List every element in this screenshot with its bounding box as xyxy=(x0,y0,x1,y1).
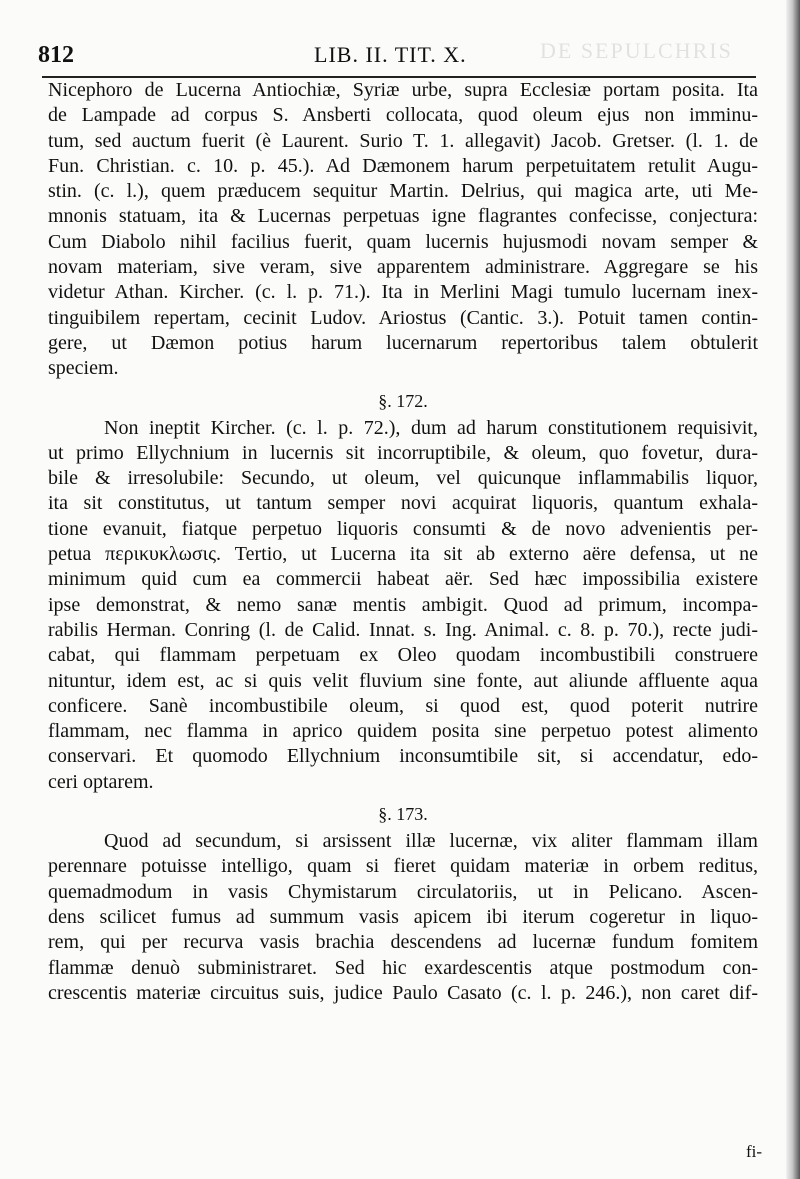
text-line: rabilis Herman. Conring (l. de Calid. Innat. s. Ing. Animal. c. 8. p. 70.), recte judi- xyxy=(48,618,758,641)
text-line: Non ineptit Kircher. (c. l. p. 72.), dum ad harum constitutionem requisivit, xyxy=(104,416,758,439)
text-line: dens scilicet fumus ad summum vasis apicem ibi iterum cogeretur in liquo- xyxy=(48,905,758,928)
text-line: rem, qui per recurva vasis brachia descendens ad lucernæ fundum fomitem xyxy=(48,931,758,954)
text-line: quemadmodum in vasis Chymistarum circulatoriis, ut in Pelicano. Ascen- xyxy=(48,880,758,903)
section-number: §. 173. xyxy=(378,804,428,825)
catchword: fi- xyxy=(745,1142,762,1161)
text-line: perennare potuisse intelligo, quam si fieret quidam materiæ in orbem reditus, xyxy=(48,855,758,878)
text-line: gere, ut Dæmon potius harum lucernarum repertoribus talem obtulerit xyxy=(48,331,758,354)
text-line: stin. (c. l.), quem præducem sequitur Martin. Delrius, qui magica arte, uti Me- xyxy=(48,180,758,203)
text-line: ipse demonstrat, & nemo sanæ mentis ambigit. Quod ad primum, incompa- xyxy=(48,593,758,616)
text-line: Cum Diabolo nihil facilius fuerit, quam lucernis hujusmodi novam semper & xyxy=(48,230,758,253)
section-number: §. 172. xyxy=(378,390,428,411)
text-line: speciem. xyxy=(48,357,119,380)
page-header xyxy=(38,40,758,72)
text-line: tum, sed auctum fuerit (è Laurent. Surio T. 1. allegavit) Jacob. Gretser. (l. 1. de xyxy=(48,129,758,152)
text-block xyxy=(48,78,758,1006)
text-line: ita sit constitutus, ut tantum semper novi acquirat liquoris, quantum exhala- xyxy=(48,492,758,515)
text-line: videtur Athan. Kircher. (c. l. p. 71.). Ita in Merlini Magi tumulo lucernam inex- xyxy=(48,281,758,304)
text-line: bile & irresolubile: Secundo, ut oleum, vel quicunque inflammabilis liquor, xyxy=(48,467,758,490)
text-line: minimum quid cum ea commercii habeat aër. Sed hæc impossibilia existere xyxy=(48,568,758,591)
text-line: de Lampade ad corpus S. Ansberti collocata, quod oleum ejus non imminu- xyxy=(48,104,758,127)
text-line: flammæ denuò subministraret. Sed hic exardescentis atque postmodum con- xyxy=(48,956,758,979)
page-edge-shadow xyxy=(786,0,800,1179)
text-line: flammam, nec flamma in aprico quidem posita sine perpetuo potest alimento xyxy=(48,720,758,743)
text-line: crescentis materiæ circuitus suis, judice Paulo Casato (c. l. p. 246.), non caret dif- xyxy=(48,981,758,1004)
text-line: tione evanuit, fiatque perpetuo liquoris consumti & de novo advenientis per- xyxy=(48,517,758,540)
text-line: conservari. Et quomodo Ellychnium inconsumtibile sit, si accendatur, edo- xyxy=(48,745,758,768)
text-line: ceri optarem. xyxy=(48,770,154,793)
text-line: Quod ad secundum, si arsissent illæ lucernæ, vix aliter flammam illam xyxy=(104,830,758,853)
text-line: novam materiam, sive veram, sive apparentem administrare. Aggregare se his xyxy=(48,256,758,279)
text-line: Nicephoro de Lucerna Antiochiæ, Syriæ urbe, supra Ecclesiæ portam posita. Ita xyxy=(48,79,758,101)
text-line: petua περικυκλωσις. Tertio, ut Lucerna ita sit ab externo aëre defensa, ut ne xyxy=(48,543,758,566)
page-number: 812 xyxy=(38,42,74,68)
running-head: LIB. II. TIT. X. xyxy=(314,42,467,67)
text-line: tinguibilem repertam, cecinit Ludov. Ariostus (Cantic. 3.). Potuit tamen contin- xyxy=(48,306,758,329)
text-line: cabat, qui flammam perpetuam ex Oleo quodam incombustibili construere xyxy=(48,644,758,667)
text-line: ut primo Ellychnium in lucernis sit incorruptibile, & oleum, quo fovetur, dura- xyxy=(48,441,758,464)
text-line: mnonis statuam, ita & Lucernas perpetuas igne flagrantes confecisse, conjectura: xyxy=(48,205,758,228)
bleed-through-text: DE SEPULCHRIS xyxy=(540,38,733,63)
text-line: Fun. Christian. c. 10. p. 45.). Ad Dæmonem harum perpetuitatem retulit Augu- xyxy=(48,154,758,177)
text-line: conficere. Sanè incombustibile oleum, si quod est, quod poterit nutrire xyxy=(48,694,758,717)
text-line: nituntur, idem est, ac si quis velit fluvium sine fonte, aut aliunde affluente aqua xyxy=(48,669,758,692)
